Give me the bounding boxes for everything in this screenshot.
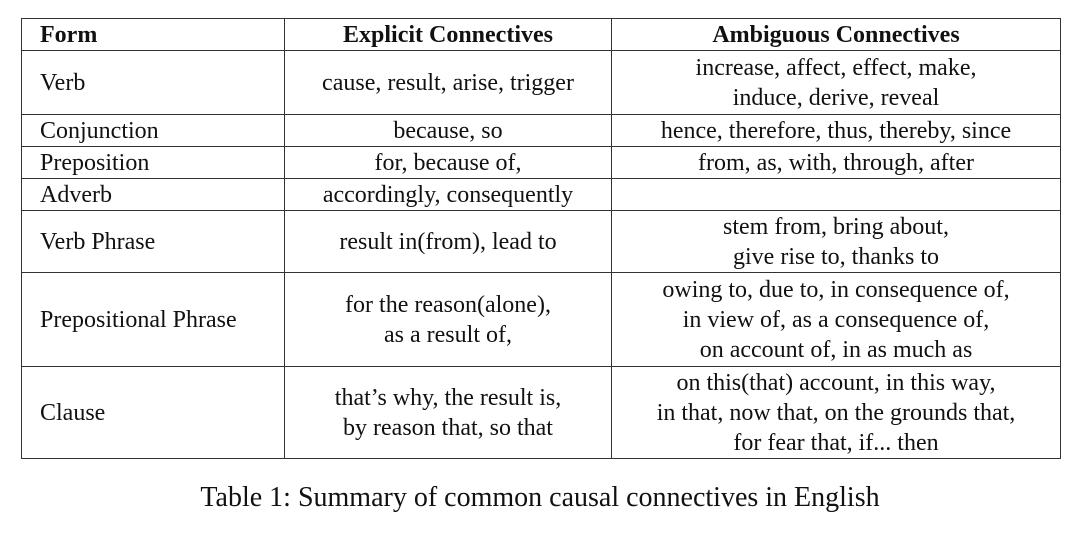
header-ambiguous-connectives: Ambiguous Connectives: [612, 19, 1061, 51]
row-ambiguous-cell: hence, therefore, thus, thereby, since: [612, 115, 1061, 147]
row-form-cell: Prepositional Phrase: [22, 273, 285, 367]
row-explicit-cell: accordingly, consequently: [285, 179, 612, 211]
connectives-table: [21, 18, 1061, 459]
row-form-cell: Clause: [22, 367, 285, 459]
header-form: Form: [22, 19, 285, 51]
table-row: [22, 179, 1061, 211]
row-ambiguous-cell: increase, affect, effect, make, induce, derive, reveal: [612, 51, 1061, 115]
row-form-cell: Verb: [22, 51, 285, 115]
table-row: [22, 51, 1061, 115]
row-form-cell: Preposition: [22, 147, 285, 179]
table-row: [22, 115, 1061, 147]
row-explicit-cell: for the reason(alone), as a result of,: [285, 273, 612, 367]
header-explicit-connectives: Explicit Connectives: [285, 19, 612, 51]
row-form-cell: Conjunction: [22, 115, 285, 147]
table-row: [22, 273, 1061, 367]
table-caption: Table 1: Summary of common causal connectives in English: [200, 482, 880, 513]
table-row: [22, 211, 1061, 273]
row-explicit-cell: result in(from), lead to: [285, 211, 612, 273]
row-ambiguous-cell: [612, 179, 1061, 211]
row-ambiguous-cell: from, as, with, through, after: [612, 147, 1061, 179]
row-form-cell: Adverb: [22, 179, 285, 211]
row-explicit-cell: cause, result, arise, trigger: [285, 51, 612, 115]
table-header-row: [22, 19, 1061, 51]
row-form-cell: Verb Phrase: [22, 211, 285, 273]
connectives-table-container: [21, 18, 1060, 459]
row-ambiguous-cell: owing to, due to, in consequence of, in view of, as a consequence of, on account of, in as much as: [612, 273, 1061, 367]
table-row: [22, 147, 1061, 179]
row-explicit-cell: that’s why, the result is, by reason that, so that: [285, 367, 612, 459]
table-row: [22, 367, 1061, 459]
row-explicit-cell: because, so: [285, 115, 612, 147]
row-ambiguous-cell: stem from, bring about, give rise to, thanks to: [612, 211, 1061, 273]
row-explicit-cell: for, because of,: [285, 147, 612, 179]
row-ambiguous-cell: on this(that) account, in this way, in that, now that, on the grounds that, for fear that, if... then: [612, 367, 1061, 459]
